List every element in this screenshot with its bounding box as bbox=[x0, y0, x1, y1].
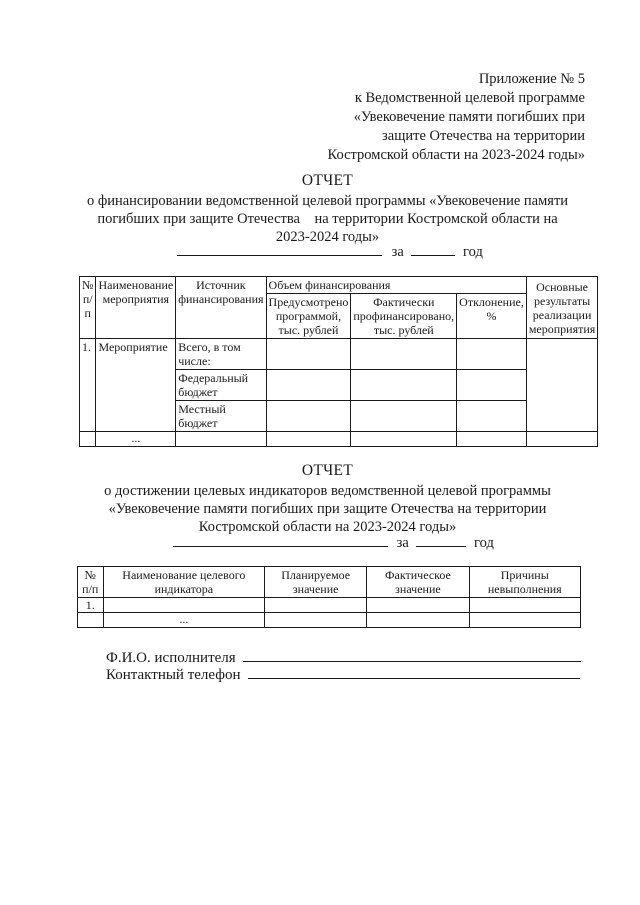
t1-header-num: № п/п bbox=[80, 277, 96, 339]
report2-line-2: «Увековечение памяти погибших при защите Отечества на территории bbox=[108, 501, 547, 517]
t1-source-federal: Федеральный бюджет bbox=[176, 370, 266, 401]
t1-header-name: Наименование мероприятия bbox=[96, 277, 176, 339]
t1-header-results: Основные результаты реализации мероприятия bbox=[526, 277, 597, 339]
t1-cell[interactable] bbox=[266, 432, 351, 447]
report1-title: ОТЧЕТ bbox=[301, 172, 354, 189]
t1-cell-results[interactable] bbox=[526, 339, 597, 432]
t1-source-total: Всего, в том числе: bbox=[176, 339, 266, 370]
t1-cell[interactable] bbox=[266, 339, 351, 370]
report2-line-1: о достижении целевых индикаторов ведомственной целевой программы bbox=[104, 483, 551, 499]
report1-line-3: 2023-2024 годы» bbox=[275, 229, 380, 245]
executor-label: Ф.И.О. исполнителя bbox=[106, 650, 236, 666]
report1-line-2: погибших при защите Отечества на территории Костромской области на bbox=[97, 211, 558, 227]
t1-header-deviation: Отклонение, % bbox=[457, 294, 527, 339]
t1-cell[interactable] bbox=[351, 339, 457, 370]
t1-header-planned: Предусмотрено программой, тыс. рублей bbox=[266, 294, 351, 339]
t2-row-num: 1. bbox=[78, 598, 104, 613]
report1-god: год bbox=[463, 244, 483, 260]
t1-cell[interactable] bbox=[351, 401, 457, 432]
t1-cell[interactable] bbox=[176, 432, 266, 447]
report1-line-1: о финансировании ведомственной целевой программы «Увековечение памяти bbox=[86, 193, 569, 209]
report2-god: год bbox=[474, 535, 494, 551]
t1-cell[interactable] bbox=[457, 370, 527, 401]
t1-row-num: 1. bbox=[80, 339, 96, 432]
t2-cell[interactable] bbox=[469, 613, 580, 628]
t1-cell[interactable] bbox=[526, 432, 597, 447]
report2-title: ОТЧЕТ bbox=[301, 462, 354, 479]
phone-row bbox=[106, 665, 582, 684]
indicators-table bbox=[77, 566, 581, 628]
appendix-line-2: к Ведомственной целевой программе bbox=[354, 90, 585, 106]
report2-heading bbox=[60, 462, 595, 536]
t1-cell[interactable] bbox=[457, 401, 527, 432]
appendix-line-4: защите Отечества на территории bbox=[382, 128, 585, 144]
t2-cell[interactable] bbox=[265, 613, 367, 628]
t1-cell[interactable] bbox=[266, 401, 351, 432]
report2-za: за bbox=[396, 535, 409, 551]
t1-row-name: Мероприятие bbox=[96, 339, 176, 432]
t1-cell[interactable] bbox=[80, 432, 96, 447]
report1-period bbox=[177, 243, 517, 261]
report2-line-3: Костромской области на 2023-2024 годы» bbox=[198, 519, 457, 535]
appendix-line-3: «Увековечение памяти погибших при bbox=[353, 109, 585, 125]
t2-header-indicator: Наименование целевого индикатора bbox=[103, 567, 265, 598]
t2-cell[interactable] bbox=[367, 613, 469, 628]
t1-cell[interactable] bbox=[457, 339, 527, 370]
t1-cell[interactable] bbox=[351, 370, 457, 401]
executor-blank[interactable] bbox=[243, 648, 581, 662]
appendix-line-5: Костромской области на 2023-2024 годы» bbox=[327, 147, 585, 163]
t2-cell[interactable] bbox=[78, 613, 104, 628]
report1-heading bbox=[60, 172, 595, 246]
t1-ellipsis: ... bbox=[96, 432, 176, 447]
t1-header-volume: Объем финансирования bbox=[266, 277, 526, 294]
appendix-header bbox=[255, 70, 585, 165]
t1-source-local: Местный бюджет bbox=[176, 401, 266, 432]
t1-cell[interactable] bbox=[457, 432, 527, 447]
t2-cell[interactable] bbox=[469, 598, 580, 613]
t1-header-actual: Фактически профинансировано, тыс. рублей bbox=[351, 294, 457, 339]
t1-cell[interactable] bbox=[351, 432, 457, 447]
t1-header-source: Источник финансирования bbox=[176, 277, 266, 339]
t2-header-planned: Планируемое значение bbox=[265, 567, 367, 598]
report1-year-blank[interactable] bbox=[411, 243, 455, 256]
phone-blank[interactable] bbox=[248, 665, 580, 679]
report2-blank-line[interactable] bbox=[173, 534, 388, 547]
t2-cell[interactable] bbox=[265, 598, 367, 613]
t2-header-reasons: Причины невыполнения bbox=[469, 567, 580, 598]
report1-za: за bbox=[391, 244, 404, 260]
report2-period bbox=[173, 534, 513, 552]
phone-label: Контактный телефон bbox=[106, 667, 241, 683]
t2-header-num: № п/п bbox=[78, 567, 104, 598]
report1-blank-line[interactable] bbox=[177, 243, 382, 256]
appendix-line-1: Приложение № 5 bbox=[478, 71, 585, 87]
t2-header-actual: Фактическое значение bbox=[367, 567, 469, 598]
t2-cell[interactable] bbox=[103, 598, 265, 613]
t2-cell[interactable] bbox=[367, 598, 469, 613]
t2-ellipsis: ... bbox=[103, 613, 265, 628]
t1-cell[interactable] bbox=[266, 370, 351, 401]
financing-table bbox=[79, 276, 598, 447]
report2-year-blank[interactable] bbox=[416, 534, 466, 547]
